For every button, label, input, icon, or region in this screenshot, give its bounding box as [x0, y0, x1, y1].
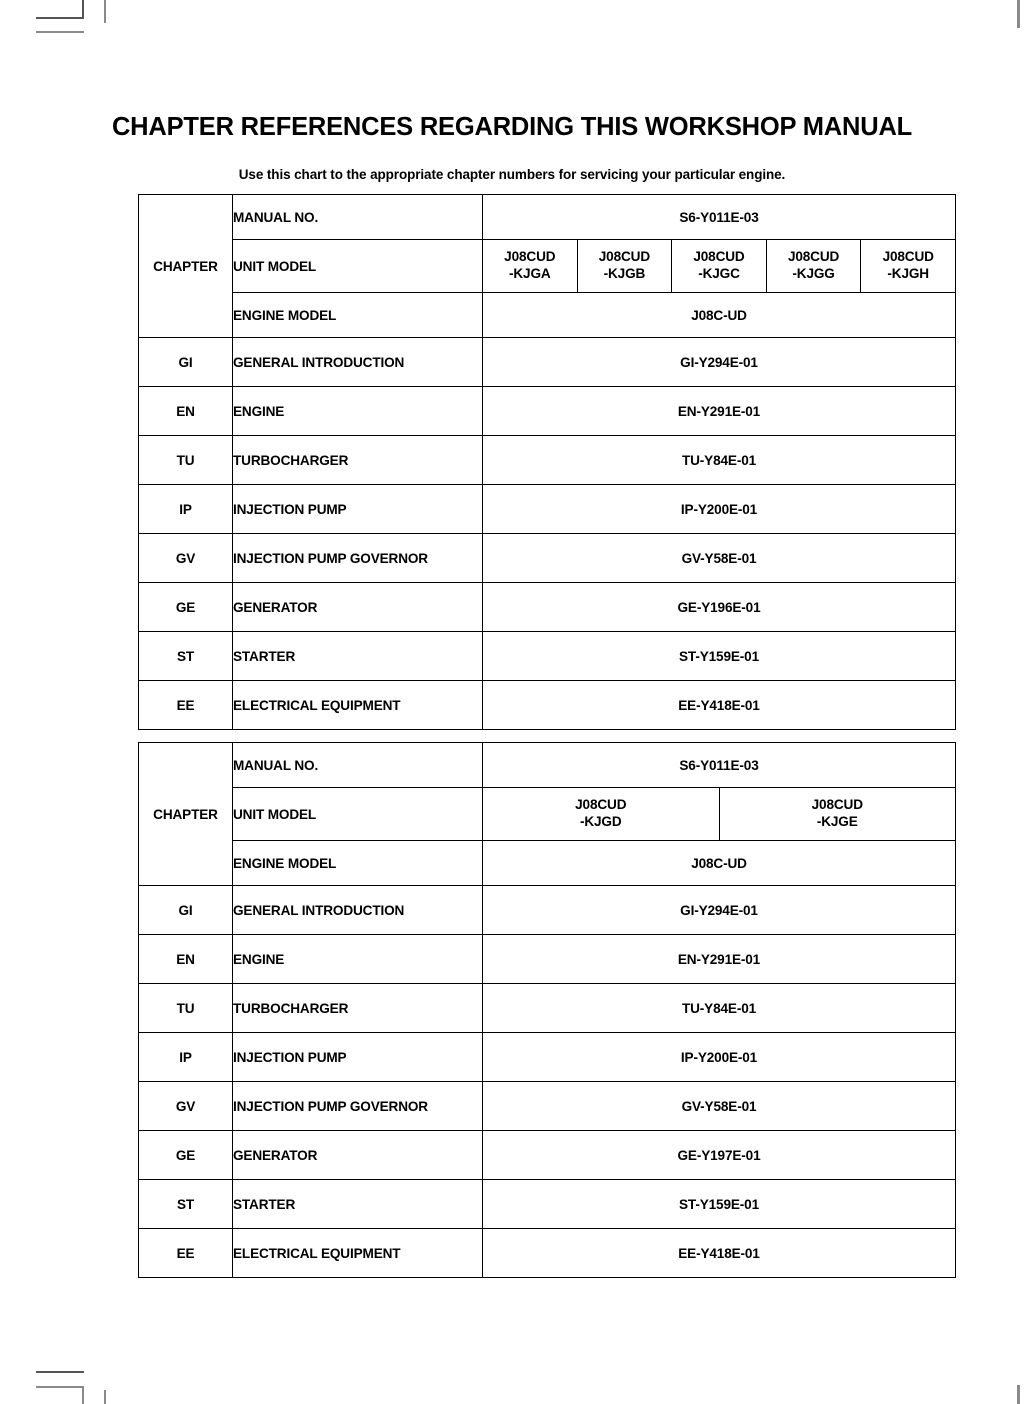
crop-mark-bottom-left-vertical-2 [104, 1390, 106, 1404]
chapter-name: TURBOCHARGER [233, 436, 483, 485]
crop-mark-bottom-left-horizontal-2 [36, 1386, 84, 1388]
page-subtitle: Use this chart to the appropriate chapter numbers for servicing your particular engine. [238, 167, 786, 182]
chapter-code: EE [139, 1229, 233, 1278]
table-row [139, 886, 956, 935]
unit-model-line2: -KJGE [816, 814, 858, 829]
manual-code: GI-Y294E-01 [483, 886, 956, 935]
chapter-code: GV [139, 1082, 233, 1131]
crop-mark-bottom-right-vertical [1017, 1385, 1020, 1404]
chapter-code: GI [139, 338, 233, 387]
unit-model-cell [861, 240, 956, 293]
manual-code: IP-Y200E-01 [483, 485, 956, 534]
unit-model-cell [672, 240, 767, 293]
manual-code: TU-Y84E-01 [483, 436, 956, 485]
manual-code: IP-Y200E-01 [483, 1033, 956, 1082]
chapter-name: INJECTION PUMP [233, 485, 483, 534]
manual-code: EN-Y291E-01 [483, 935, 956, 984]
manual-code: GI-Y294E-01 [483, 338, 956, 387]
crop-mark-top-left-horizontal-1 [36, 17, 84, 19]
manual-code: ST-Y159E-01 [483, 632, 956, 681]
unit-model-line1: J08CUD [811, 797, 863, 813]
engine-model-value: J08C-UD [483, 293, 956, 338]
chapter-reference-table-2 [138, 742, 956, 1278]
engine-model-label: ENGINE MODEL [233, 841, 483, 886]
chapter-name: GENERAL INTRODUCTION [233, 338, 483, 387]
chapter-code: EE [139, 681, 233, 730]
header-row-manual-no [139, 743, 956, 788]
manual-code: TU-Y84E-01 [483, 984, 956, 1033]
chapter-name: INJECTION PUMP [233, 1033, 483, 1082]
table-row [139, 583, 956, 632]
crop-mark-bottom-left-horizontal-1 [36, 1371, 84, 1373]
unit-model-line1: J08CUD [882, 249, 934, 265]
crop-mark-top-left-horizontal-2 [36, 31, 84, 33]
chapter-code: IP [139, 1033, 233, 1082]
unit-model-line2: -KJGG [792, 266, 835, 281]
chapter-column-header: CHAPTER [139, 195, 233, 338]
table-row [139, 485, 956, 534]
table-row [139, 1229, 956, 1278]
table-row [139, 534, 956, 583]
header-row-engine-model [139, 841, 956, 886]
engine-model-value: J08C-UD [483, 841, 956, 886]
table-row [139, 935, 956, 984]
unit-model-label: UNIT MODEL [233, 240, 483, 293]
chapter-code: ST [139, 1180, 233, 1229]
crop-mark-top-left-vertical-1 [82, 0, 84, 19]
manual-code: ST-Y159E-01 [483, 1180, 956, 1229]
table-row [139, 436, 956, 485]
table-row [139, 1082, 956, 1131]
chapter-code: GE [139, 1131, 233, 1180]
unit-model-cell [766, 240, 861, 293]
unit-model-line1: J08CUD [787, 249, 840, 265]
header-row-manual-no [139, 195, 956, 240]
manual-no-value: S6-Y011E-03 [483, 743, 956, 788]
unit-model-cell [577, 240, 672, 293]
chapter-column-header: CHAPTER [139, 743, 233, 886]
table-row [139, 632, 956, 681]
table-row [139, 1033, 956, 1082]
unit-model-cell [719, 788, 956, 841]
header-row-unit-model [139, 240, 956, 293]
crop-mark-top-right-vertical [1017, 0, 1020, 28]
chapter-name: TURBOCHARGER [233, 984, 483, 1033]
table-row [139, 681, 956, 730]
crop-mark-top-left-vertical-2 [104, 0, 106, 23]
chapter-code: EN [139, 387, 233, 436]
chapter-name: ENGINE [233, 935, 483, 984]
chapter-name: STARTER [233, 632, 483, 681]
chapter-name: GENERATOR [233, 1131, 483, 1180]
unit-model-line2: -KJGB [603, 266, 646, 281]
table-row [139, 984, 956, 1033]
crop-mark-bottom-left-vertical-1 [82, 1386, 84, 1404]
chapter-name: ELECTRICAL EQUIPMENT [233, 1229, 483, 1278]
chapter-reference-table-1 [138, 194, 956, 730]
manual-code: EE-Y418E-01 [483, 1229, 956, 1278]
chapter-code: IP [139, 485, 233, 534]
table-row [139, 387, 956, 436]
manual-code: EE-Y418E-01 [483, 681, 956, 730]
chapter-name: GENERAL INTRODUCTION [233, 886, 483, 935]
chapter-name: ELECTRICAL EQUIPMENT [233, 681, 483, 730]
unit-model-line2: -KJGD [579, 814, 622, 829]
table-row [139, 1180, 956, 1229]
manual-code: GE-Y197E-01 [483, 1131, 956, 1180]
unit-model-line1: J08CUD [598, 249, 650, 265]
unit-model-cell [483, 240, 578, 293]
chapter-code: GV [139, 534, 233, 583]
table-row [139, 338, 956, 387]
manual-code: GE-Y196E-01 [483, 583, 956, 632]
chapter-name: GENERATOR [233, 583, 483, 632]
unit-model-cell [483, 788, 720, 841]
manual-code: GV-Y58E-01 [483, 534, 956, 583]
chapter-name: STARTER [233, 1180, 483, 1229]
chapter-code: GI [139, 886, 233, 935]
table-row [139, 1131, 956, 1180]
unit-model-line2: -KJGA [509, 266, 551, 281]
manual-no-label: MANUAL NO. [233, 743, 483, 788]
unit-model-label: UNIT MODEL [233, 788, 483, 841]
chapter-name: ENGINE [233, 387, 483, 436]
chapter-code: GE [139, 583, 233, 632]
header-row-unit-model [139, 788, 956, 841]
manual-no-value: S6-Y011E-03 [483, 195, 956, 240]
chapter-code: TU [139, 436, 233, 485]
manual-no-label: MANUAL NO. [233, 195, 483, 240]
chapter-code: TU [139, 984, 233, 1033]
page-title: CHAPTER REFERENCES REGARDING THIS WORKSHOP MANUAL [111, 113, 913, 141]
unit-model-line1: J08CUD [504, 249, 556, 265]
chapter-code: ST [139, 632, 233, 681]
unit-model-line1: J08CUD [575, 797, 627, 813]
unit-model-line1: J08CUD [693, 249, 745, 265]
manual-code: EN-Y291E-01 [483, 387, 956, 436]
manual-code: GV-Y58E-01 [483, 1082, 956, 1131]
chapter-code: EN [139, 935, 233, 984]
unit-model-line2: -KJGH [887, 266, 929, 281]
chapter-name: INJECTION PUMP GOVERNOR [233, 1082, 483, 1131]
engine-model-label: ENGINE MODEL [233, 293, 483, 338]
chapter-name: INJECTION PUMP GOVERNOR [233, 534, 483, 583]
header-row-engine-model [139, 293, 956, 338]
unit-model-line2: -KJGC [698, 266, 740, 281]
